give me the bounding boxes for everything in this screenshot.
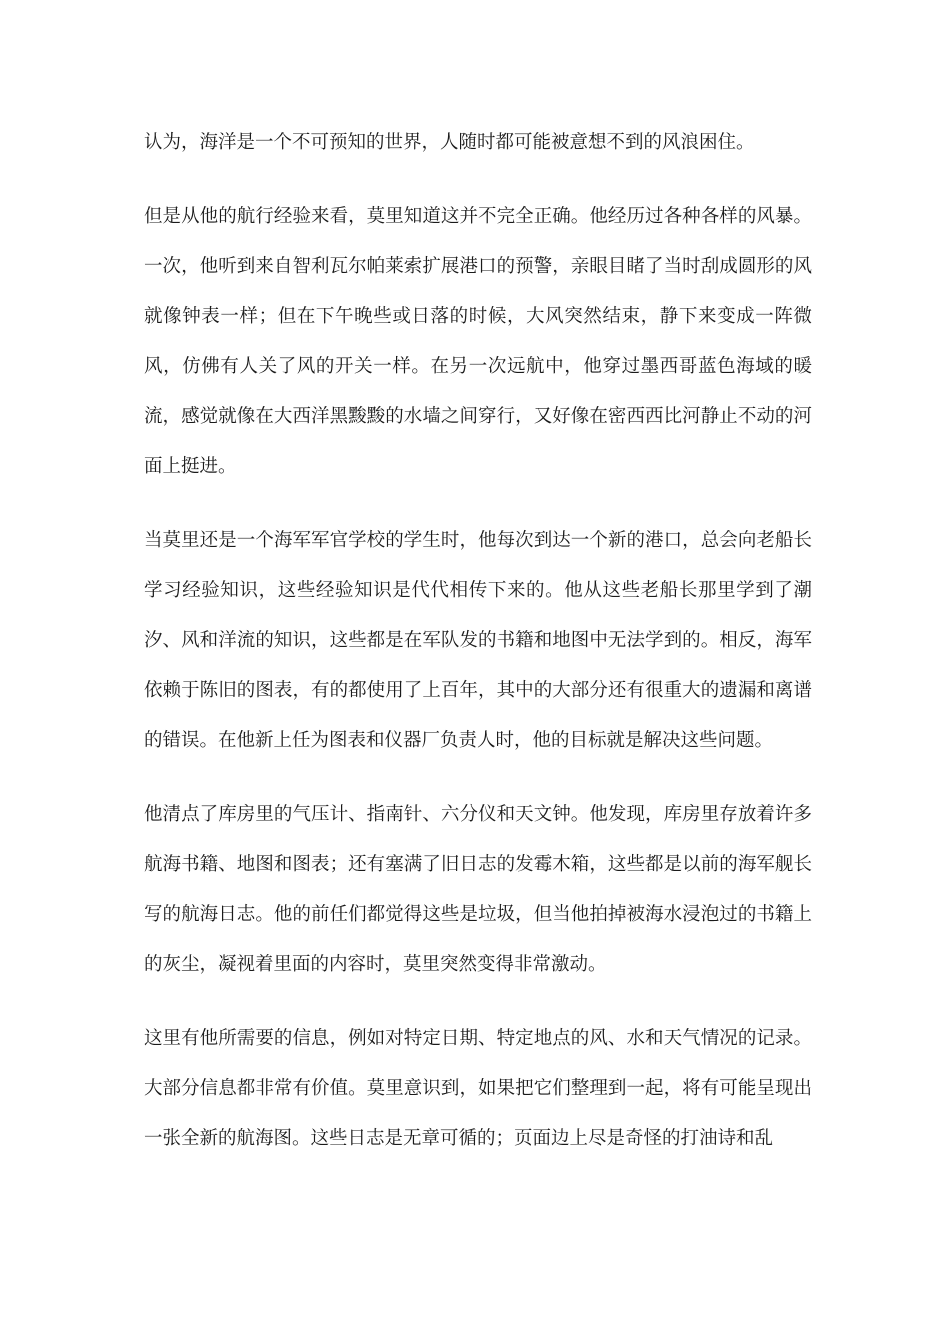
paragraph-4: 他清点了库房里的气压计、指南针、六分仪和天文钟。他发现，库房里存放着许多航海书籍、地图和图表；还有塞满了旧日志的发霉木箱，这些都是以前的海军舰长写的航海日志。他的前任们都觉得这些是垃圾，但当他拍掉被海水浸泡过的书籍上的灰尘，凝视着里面的内容时，莫里突然变得非常激动。 — [144, 804, 812, 975]
paragraph-5: 这里有他所需要的信息，例如对特定日期、特定地点的风、水和天气情况的记录。大部分信息都非常有价值。莫里意识到，如果把它们整理到一起，将有可能呈现出一张全新的航海图。这些日志是无章可循的；页面边上尽是奇怪的打油诗和乱 — [144, 1028, 812, 1149]
paragraph-1: 认为，海洋是一个不可预知的世界，人随时都可能被意想不到的风浪困住。 — [144, 132, 755, 153]
paragraph-2: 但是从他的航行经验来看，莫里知道这并不完全正确。他经历过各种各样的风暴。一次，他听到来自智利瓦尔帕莱索扩展港口的预警，亲眼目睹了当时刮成圆形的风就像钟表一样；但在下午晚些或日落的时候，大风突然结束，静下来变成一阵微风，仿佛有人关了风的开关一样。在另一次远航中，他穿过墨西哥蓝色海域的暖流，感觉就像在大西洋黑黢黢的水墙之间穿行，又好像在密西西比河静止不动的河面上挺进。 — [144, 206, 812, 477]
document-body — [144, 118, 812, 1188]
paragraph-3: 当莫里还是一个海军军官学校的学生时，他每次到达一个新的港口，总会向老船长学习经验知识，这些经验知识是代代相传下来的。他从这些老船长那里学到了潮汐、风和洋流的知识，这些都是在军队发的书籍和地图中无法学到的。相反，海军依赖于陈旧的图表，有的都使用了上百年，其中的大部分还有很重大的遗漏和离谱的错误。在他新上任为图表和仪器厂负责人时，他的目标就是解决这些问题。 — [144, 530, 812, 751]
